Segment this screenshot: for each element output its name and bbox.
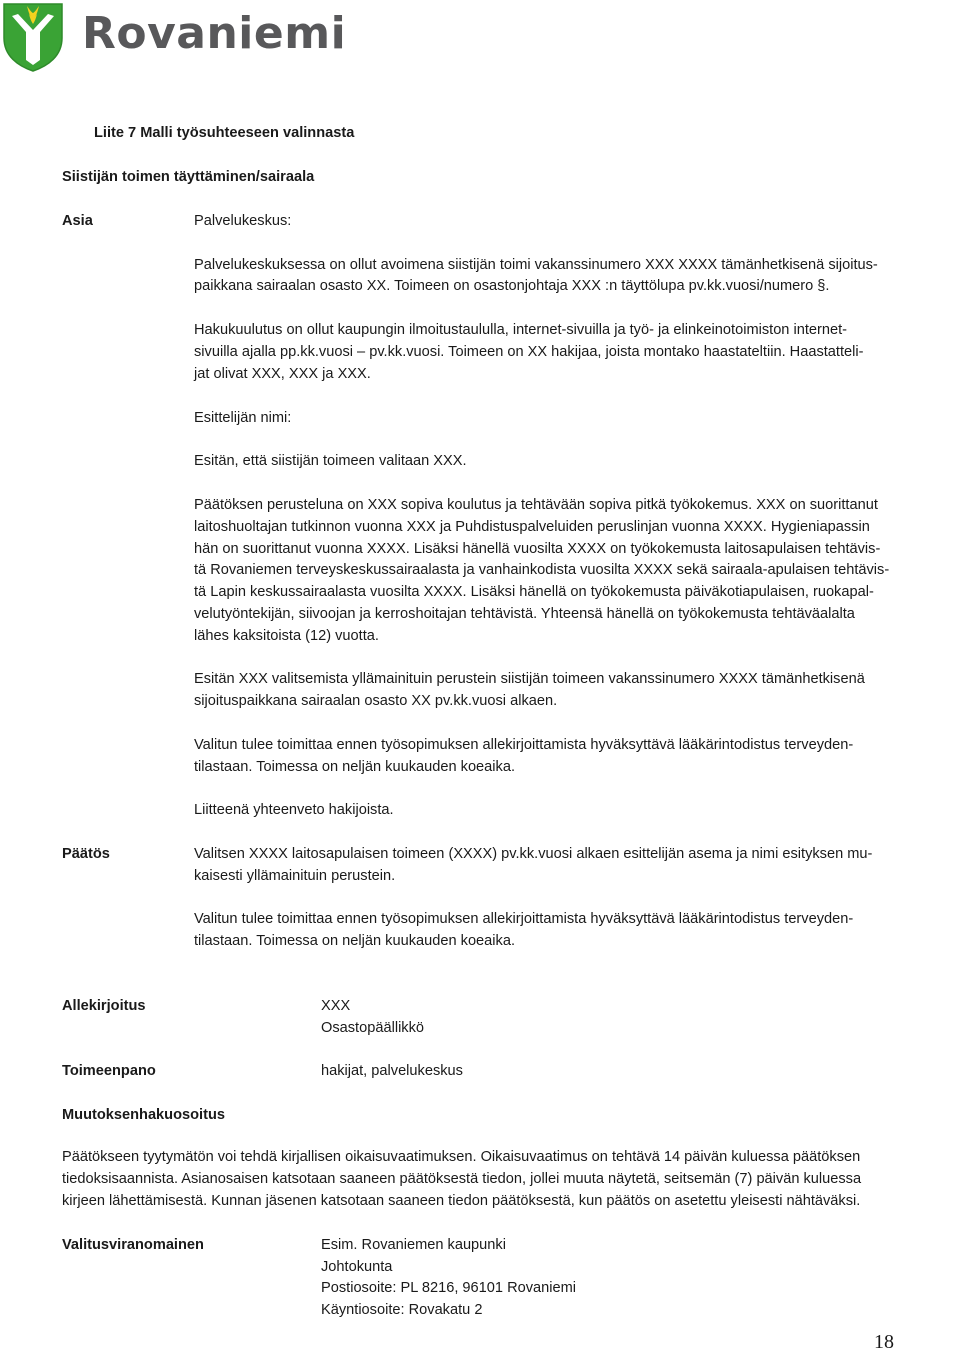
attachment-note: Liitteenä yhteenveto hakijoista.	[194, 802, 394, 818]
justification-line-2: laitoshuoltajan tutkinnon vuonna XXX ja Puhdistuspalveluiden peruslinjan vuonna XXXX. Hygieniapassin	[194, 519, 870, 535]
presenter-name: Esittelijän nimi:	[194, 410, 292, 426]
appeal-text-line-2: tiedoksisaannista. Asianosaisen katsotaan saaneen päätöksestä tiedon, jollei muuta näytetä, seitsemän (7) päivän kuluessa	[62, 1171, 862, 1187]
justification-line-3: hän on suorittanut vuonna XXXX. Lisäksi hänellä vuosilta XXXX on työkokemusta laitosapulaisen tehtävis-	[194, 541, 881, 557]
appendix-title: Liite 7 Malli työsuhteeseen valinnasta	[94, 125, 355, 141]
appeal-authority-line-4: Käyntiosoite: Rovakatu 2	[321, 1302, 483, 1318]
brand-wordmark: Rovaniemi	[82, 8, 347, 59]
selection-proposal-line-2: sijoituspaikkana sairaalan osasto XX pv.kk.vuosi alkaen.	[194, 693, 558, 709]
page-number: 18	[874, 1331, 894, 1353]
appeal-authority-line-3: Postiosoite: PL 8216, 96101 Rovaniemi	[321, 1280, 577, 1296]
selection-proposal-line-1: Esitän XXX valitsemista yllämainituin perustein siistijän toimeen vakanssinumero XXXX tämänhetkisenä	[194, 671, 865, 687]
appeal-text-line-3: kirjeen lähettämisestä. Kunnan jäsenen katsotaan saaneen tiedon päätöksestä, kun päätös on asetettu yleisesti nähtäväksi.	[62, 1193, 861, 1209]
justification-line-7: lähes kaksitoista (12) vuotta.	[194, 628, 379, 644]
justification-line-4: tä Rovaniemen terveyskeskussairaalasta ja vanhainkodista vuosilta XXXX sekä sairaala-apulaisen tehtävis-	[194, 562, 890, 578]
health-certificate-line-1: Valitun tulee toimittaa ennen työsopimuksen allekirjoittamista hyväksyttävä lääkärintodistus terveyden-	[194, 737, 854, 753]
appeal-authority-label: Valitusviranomainen	[62, 1237, 204, 1253]
paragraph-announcement-line-3: jat olivat XXX, XXX ja XXX.	[194, 366, 371, 382]
appeal-text-line-1: Päätökseen tyytymätön voi tehdä kirjallisen oikaisuvaatimuksen. Oikaisuvaatimus on tehtävä 14 päivän kuluessa päätöksen	[62, 1149, 861, 1165]
justification-line-1: Päätöksen perusteluna on XXX sopiva koulutus ja tehtävään sopiva pitkä työkokemus. XXX on suorittanut	[194, 497, 878, 513]
asia-label: Asia	[62, 213, 93, 229]
decision-health-line-2: tilastaan. Toimessa on neljän kuukauden koeaika.	[194, 933, 516, 949]
rovaniemi-coat-of-arms-logo	[2, 2, 64, 72]
decision-health-line-1: Valitun tulee toimittaa ennen työsopimuksen allekirjoittamista hyväksyttävä lääkärintodistus terveyden-	[194, 911, 854, 927]
appeal-authority-line-1: Esim. Rovaniemen kaupunki	[321, 1237, 506, 1253]
paragraph-vacancy-line-2: paikkana sairaalan osasto XX. Toimeen on osastonjohtaja XXX :n täyttölupa pv.kk.vuosi/numero §.	[194, 278, 830, 294]
signature-title: Osastopäällikkö	[321, 1020, 425, 1036]
appeal-instructions-label: Muutoksenhakuosoitus	[62, 1107, 225, 1123]
paragraph-announcement-line-2: sivuilla ajalla pp.kk.vuosi – pv.kk.vuosi. Toimeen on XX hakijaa, joista montako haastateltiin. Haastatteli-	[194, 344, 864, 360]
asia-value: Palvelukeskus:	[194, 213, 292, 229]
signature-name: XXX	[321, 998, 351, 1014]
document-subject: Siistijän toimen täyttäminen/sairaala	[62, 169, 315, 185]
justification-line-5: tä Lapin keskussairaalasta vuosilta XXXX. Lisäksi hänellä on työkokemusta päiväkotiapulaisen, ruokapal-	[194, 584, 874, 600]
paragraph-announcement-line-1: Hakukuulutus on ollut kaupungin ilmoitustaululla, internet-sivuilla ja työ- ja elinkeinotoimiston internet-	[194, 322, 848, 338]
decision-line-1: Valitsen XXXX laitosapulaisen toimeen (XXXX) pv.kk.vuosi alkaen esittelijän asema ja nimi esityksen mu-	[194, 846, 873, 862]
implementation-label: Toimeenpano	[62, 1063, 156, 1079]
paragraph-vacancy-line-1: Palvelukeskuksessa on ollut avoimena siistijän toimi vakanssinumero XXX XXXX tämänhetkisenä sijoitus-	[194, 257, 878, 273]
health-certificate-line-2: tilastaan. Toimessa on neljän kuukauden koeaika.	[194, 759, 516, 775]
decision-line-2: kaisesti yllämainituin perustein.	[194, 868, 396, 884]
decision-label: Päätös	[62, 846, 110, 862]
implementation-value: hakijat, palvelukeskus	[321, 1063, 463, 1079]
proposal-line: Esitän, että siistijän toimeen valitaan XXX.	[194, 453, 467, 469]
appeal-authority-line-2: Johtokunta	[321, 1259, 393, 1275]
justification-line-6: velutyöntekijän, siivoojan ja kerroshoitajan tehtävistä. Yhteensä hänellä on työkokemusta tehtäväalalta	[194, 606, 855, 622]
signature-label: Allekirjoitus	[62, 998, 146, 1014]
